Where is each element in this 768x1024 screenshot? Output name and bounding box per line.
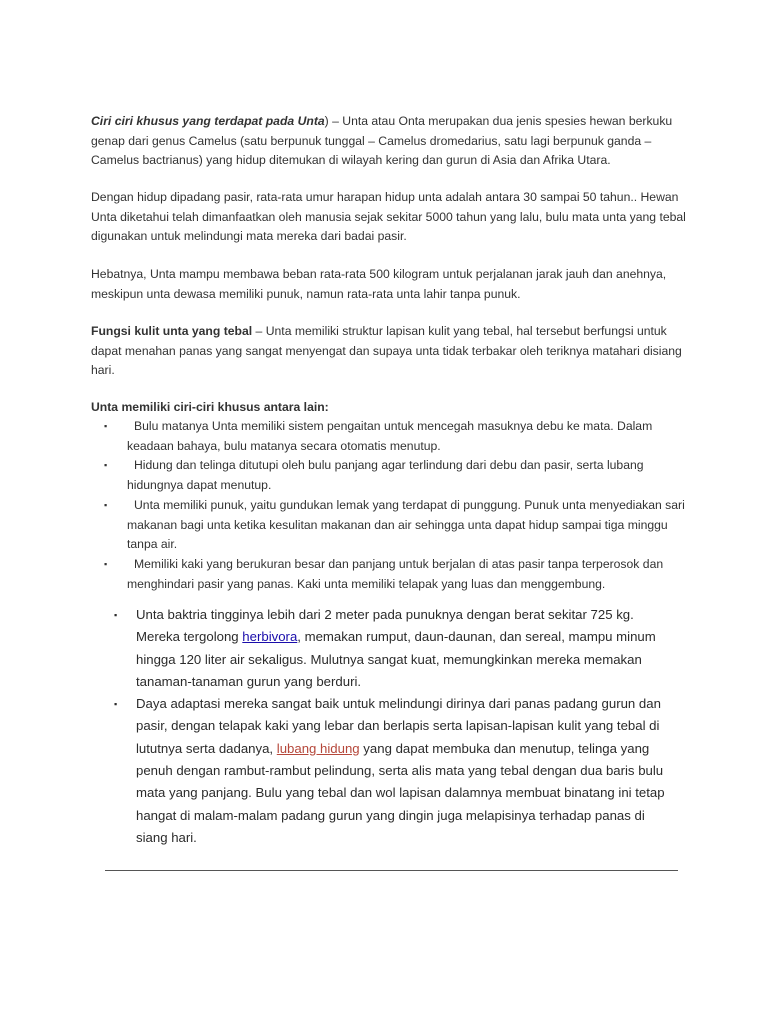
- horizontal-divider: [105, 870, 678, 871]
- intro-title: Ciri ciri khusus yang terdapat pada Unta: [91, 114, 325, 128]
- intro-text: ) – Unta atau Onta merupakan dua jenis spesies hewan berkuku genap dari genus Camelus (satu berpunuk tunggal – Camelus dromedarius, satu lagi berpunuk ganda – Camelus bactrianus) yang hidup ditemukan di wilayah kering dan gurun di Asia dan Afrika Utara.: [91, 114, 673, 168]
- paragraph-skin-function: [91, 322, 691, 381]
- list-item: [91, 417, 691, 456]
- square-bullet-icon: ▪: [104, 421, 108, 431]
- square-bullet-icon: ▪: [114, 610, 118, 620]
- characteristics-list: [91, 417, 691, 594]
- list-item: [112, 693, 672, 849]
- list-item-text: Unta memiliki punuk, yaitu gundukan lemak yang terdapat di punggung. Punuk unta menyediakan sari makanan bagi unta ketika kesulitan makanan dan air sehingga unta dapat hidup sampai tiga minggu tanpa air.: [127, 497, 685, 552]
- bactrian-camel-list: [112, 604, 672, 849]
- square-bullet-icon: ▪: [104, 499, 108, 510]
- characteristics-heading: Unta memiliki ciri-ciri khusus antara lain:: [91, 400, 329, 414]
- list-item: [91, 555, 691, 594]
- lubang-hidung-link[interactable]: lubang hidung: [276, 740, 360, 756]
- paragraph-load-capacity: Hebatnya, Unta mampu membawa beban rata-rata 500 kilogram untuk perjalanan jarak jauh dan anehnya, meskipun unta dewasa memiliki punuk, namun rata-rata unta lahir tanpa punuk.: [91, 267, 667, 301]
- list-item: [91, 456, 691, 495]
- text-segment: , memakan rumput, daun-daunan, dan sereal, mampu minum hingga 120 liter air sekaligus. Mulutnya sangat kuat, memungkinkan mereka memakan tanaman-tanaman gurun yang berduri.: [136, 629, 656, 689]
- text-segment: Unta baktria tingginya lebih dari 2 meter pada punuknya dengan berat sekitar 725 kg. Mereka tergolong: [136, 607, 634, 645]
- list-item-text: [136, 604, 672, 693]
- list-item: [112, 604, 672, 693]
- square-bullet-icon: ▪: [104, 460, 108, 471]
- list-item-text: Hidung dan telinga ditutupi oleh bulu panjang agar terlindung dari debu dan pasir, serta lubang hidungnya dapat menutup.: [127, 458, 644, 493]
- list-item-text: Memiliki kaki yang berukuran besar dan panjang untuk berjalan di atas pasir tanpa terperosok dan menghindari pasir yang panas. Kaki unta memiliki telapak yang luas dan menggembung.: [127, 556, 664, 591]
- list-item-text: [136, 693, 672, 849]
- paragraph-lifespan: Dengan hidup dipadang pasir, rata-rata umur harapan hidup unta adalah antara 30 sampai 50 tahun.. Hewan Unta diketahui telah dimanfaatkan oleh manusia sejak sekitar 5000 tahun yang lalu, bulu mata unta yang tebal digunakan untuk melindungi mata mereka dari badai pasir.: [91, 190, 686, 244]
- list-item: [91, 496, 691, 555]
- square-bullet-icon: ▪: [104, 558, 108, 569]
- square-bullet-icon: ▪: [114, 699, 118, 710]
- skin-function-title: Fungsi kulit unta yang tebal: [91, 324, 253, 338]
- intro-paragraph: [91, 112, 691, 171]
- herbivora-link[interactable]: herbivora: [242, 629, 298, 645]
- text-segment: yang dapat membuka dan menutup, telinga yang penuh dengan rambut-rambut pelindung, serta alis mata yang tebal dengan dua baris bulu mata yang panjang. Bulu yang tebal dan wol lapisan dalamnya membuat binatang ini tetap hangat di malam-malam padang gurun yang dingin juga melapisinya terhadap panas di siang hari.: [136, 740, 665, 845]
- list-item-text: Bulu matanya Unta memiliki sistem pengaitan untuk mencegah masuknya debu ke mata. Dalam keadaan bahaya, bulu matanya secara otomatis menutup.: [127, 419, 653, 453]
- text-segment: Daya adaptasi mereka sangat baik untuk melindungi dirinya dari panas padang gurun dan pasir, dengan telapak kaki yang lebar dan berlapis serta lapisan-lapisan kulit yang tebal di lututnya serta dadanya,: [136, 696, 661, 756]
- skin-function-text: – Unta memiliki struktur lapisan kulit yang tebal, hal tersebut berfungsi untuk dapat menahan panas yang sangat menyengat dan supaya unta tidak terbakar oleh teriknya matahari disiang hari.: [91, 324, 682, 378]
